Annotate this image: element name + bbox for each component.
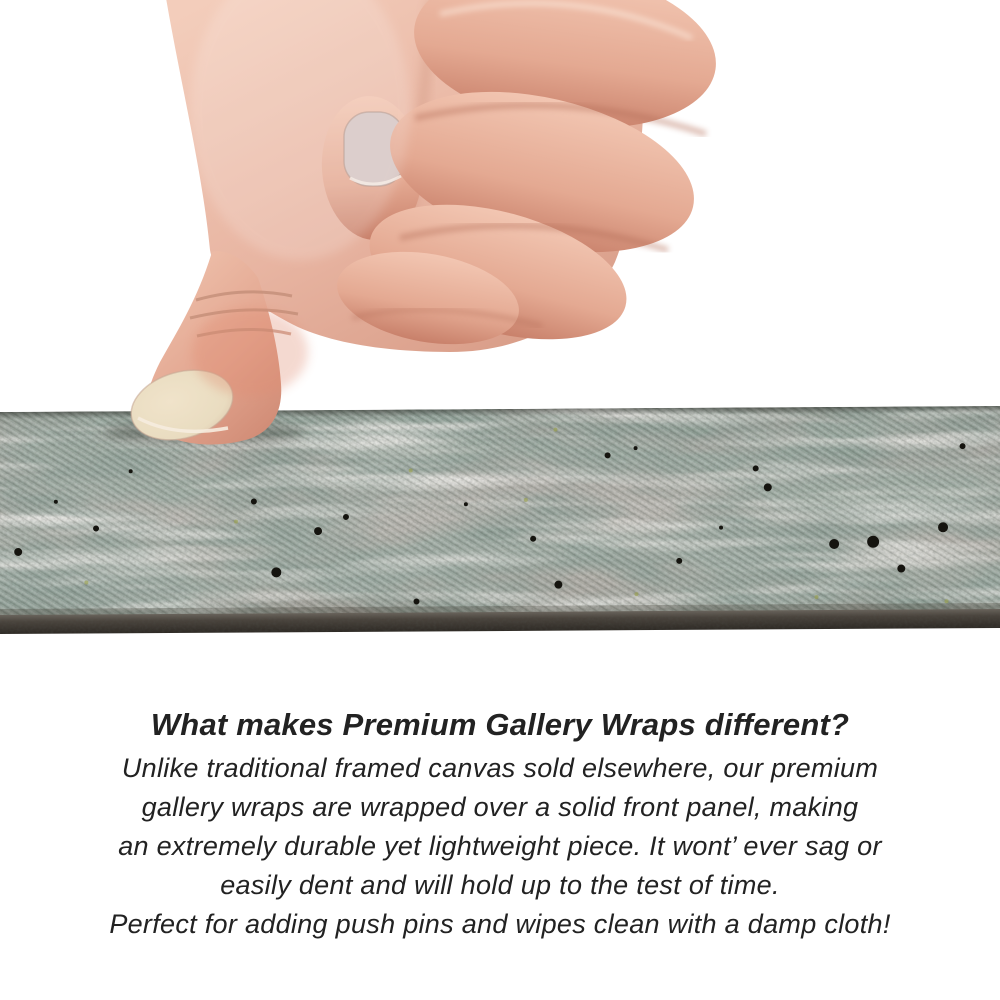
body-line: Unlike traditional framed canvas sold elsewhere, our premium	[121, 753, 879, 783]
body-line: Perfect for adding push pins and wipes clean with a damp cloth!	[109, 909, 891, 939]
info-section	[0, 704, 1000, 944]
body-line: easily dent and will hold up to the test of time.	[220, 870, 780, 900]
body-line: an extremely durable yet lightweight piece. It wont’ ever sag or	[118, 831, 882, 861]
hand-photo	[0, 0, 1000, 470]
body-line: gallery wraps are wrapped over a solid front panel, making	[141, 792, 859, 822]
section-headline: What makes Premium Gallery Wraps different?	[150, 707, 850, 742]
thumb-flush	[192, 308, 308, 396]
